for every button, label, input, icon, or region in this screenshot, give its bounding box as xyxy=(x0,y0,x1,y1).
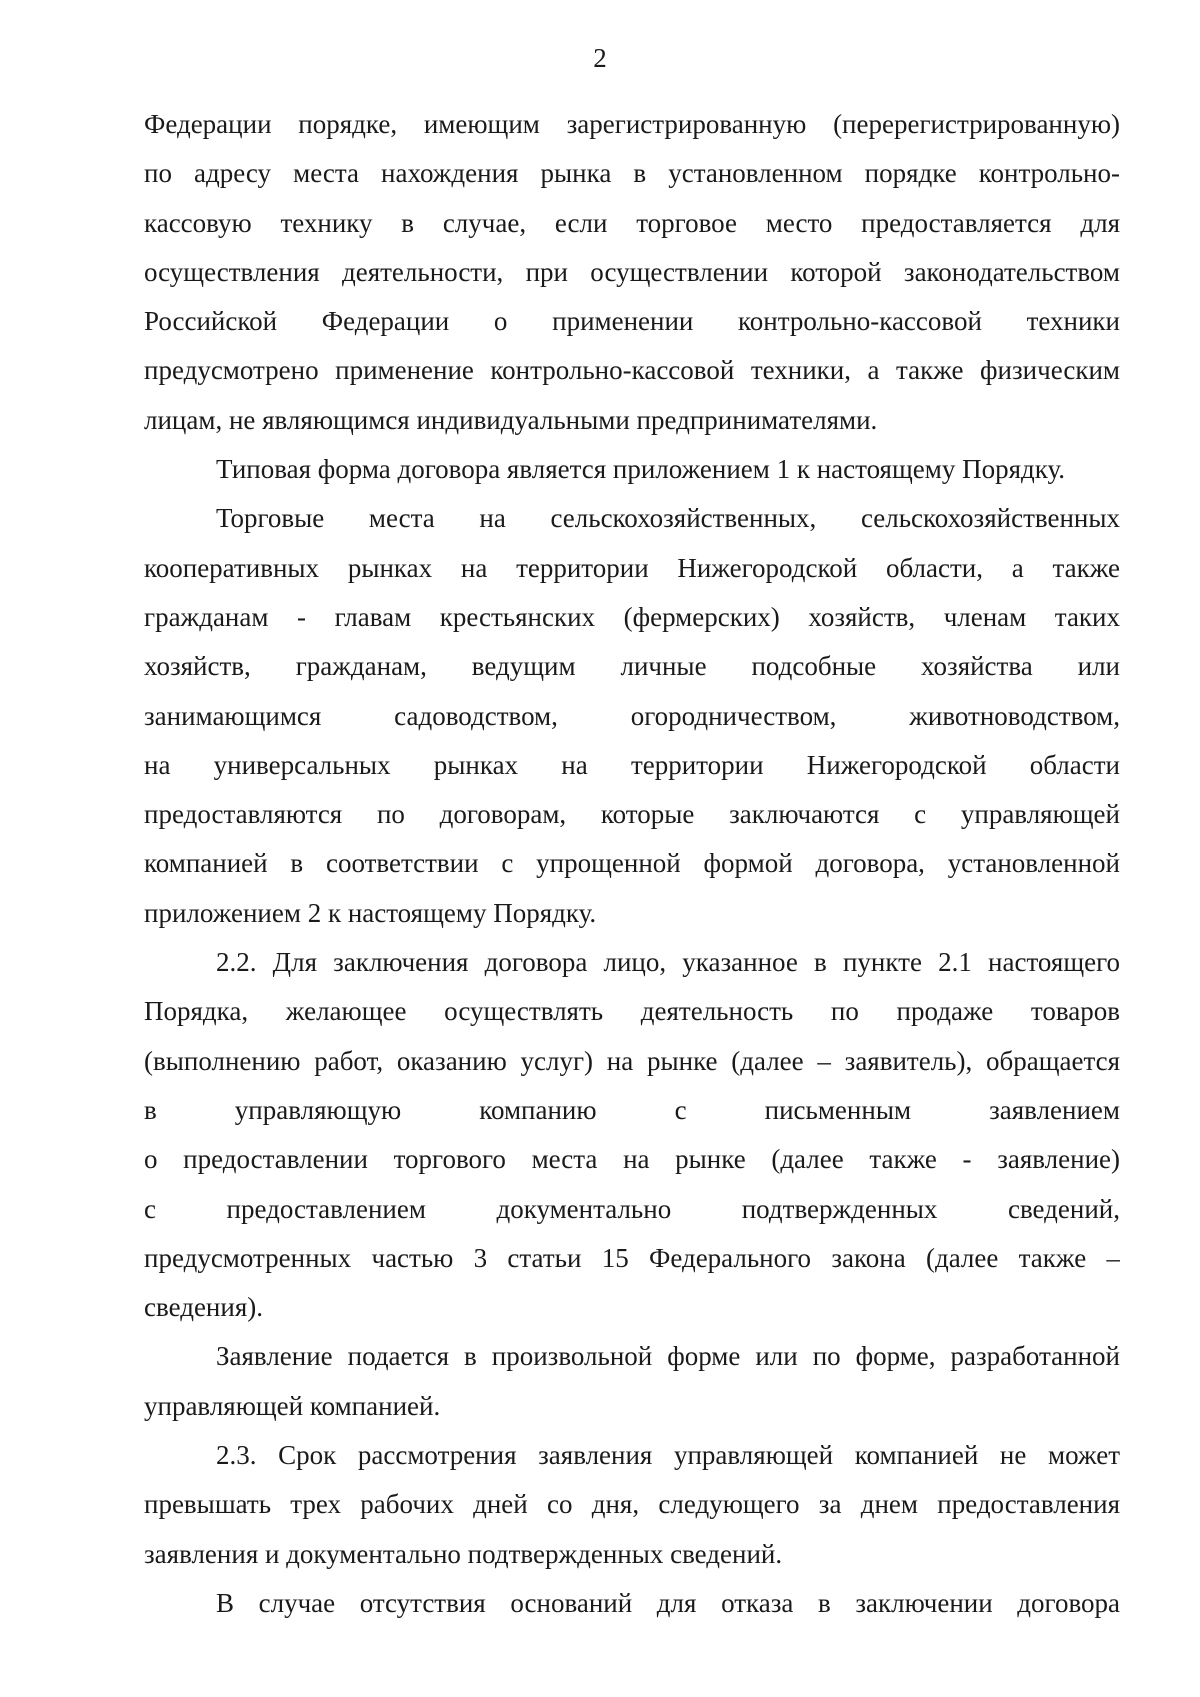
text-line: лицам, не являющимся индивидуальными предпринимателями. xyxy=(144,404,878,435)
text-line: предусмотрено применение контрольно-кассовой техники, а также физическим xyxy=(144,355,1120,386)
text-line: кооперативных рынках на территории Нижегородской области, а также xyxy=(144,552,1120,583)
text-line: 2.3. Срок рассмотрения заявления управляющей компанией не может xyxy=(216,1440,1120,1471)
page-number: 2 xyxy=(593,43,607,73)
text-line: Порядка, желающее осуществлять деятельность по продаже товаров xyxy=(144,996,1120,1027)
text-line: Федерации порядке, имеющим зарегистрированную (перерегистрированную) xyxy=(144,109,1120,139)
text-line: в управляющую компанию с письменным заявлением xyxy=(144,1094,1120,1125)
text-line: (выполнению работ, оказанию услуг) на рынке (далее – заявитель), обращается xyxy=(144,1045,1120,1076)
text-line: гражданам - главам крестьянских (фермерских) хозяйств, членам таких xyxy=(144,601,1120,632)
text-line: Российской Федерации о применении контрольно-кассовой техники xyxy=(144,306,1120,337)
text-line: сведения). xyxy=(144,1292,263,1323)
text-line: В случае отсутствия оснований для отказа в заключении договора xyxy=(216,1587,1120,1618)
text-line: превышать трех рабочих дней со дня, следующего за днем предоставления xyxy=(144,1489,1120,1520)
text-line: приложением 2 к настоящему Порядку. xyxy=(144,897,597,928)
text-line: Торговые места на сельскохозяйственных, сельскохозяйственных xyxy=(216,503,1120,534)
text-line: на универсальных рынках на территории Нижегородской области xyxy=(144,749,1120,780)
text-line: занимающимся садоводством, огородничеством, животноводством, xyxy=(144,700,1120,731)
text-line: по адресу места нахождения рынка в установленном порядке контрольно- xyxy=(144,158,1120,189)
document-body xyxy=(144,100,1120,1628)
text-line: компанией в соответствии с упрощенной формой договора, установленной xyxy=(144,848,1120,879)
text-line: хозяйств, гражданам, ведущим личные подсобные хозяйства или xyxy=(144,651,1120,682)
text-line: предоставляются по договорам, которые заключаются с управляющей xyxy=(144,799,1120,830)
text-line: осуществления деятельности, при осуществлении которой законодательством xyxy=(144,256,1120,287)
text-line: управляющей компанией. xyxy=(144,1390,441,1421)
text-line: о предоставлении торгового места на рынке (далее также - заявление) xyxy=(144,1144,1120,1175)
text-line: Заявление подается в произвольной форме или по форме, разработанной xyxy=(216,1341,1120,1372)
text-line: с предоставлением документально подтвержденных сведений, xyxy=(144,1193,1120,1224)
text-line: Типовая форма договора является приложением 1 к настоящему Порядку. xyxy=(216,454,1066,485)
text-line: заявления и документально подтвержденных сведений. xyxy=(144,1538,783,1569)
text-line: кассовую технику в случае, если торговое место предоставляется для xyxy=(144,207,1120,238)
text-line: предусмотренных частью 3 статьи 15 Федерального закона (далее также – xyxy=(144,1242,1120,1273)
text-line: 2.2. Для заключения договора лицо, указанное в пункте 2.1 настоящего xyxy=(216,947,1120,978)
